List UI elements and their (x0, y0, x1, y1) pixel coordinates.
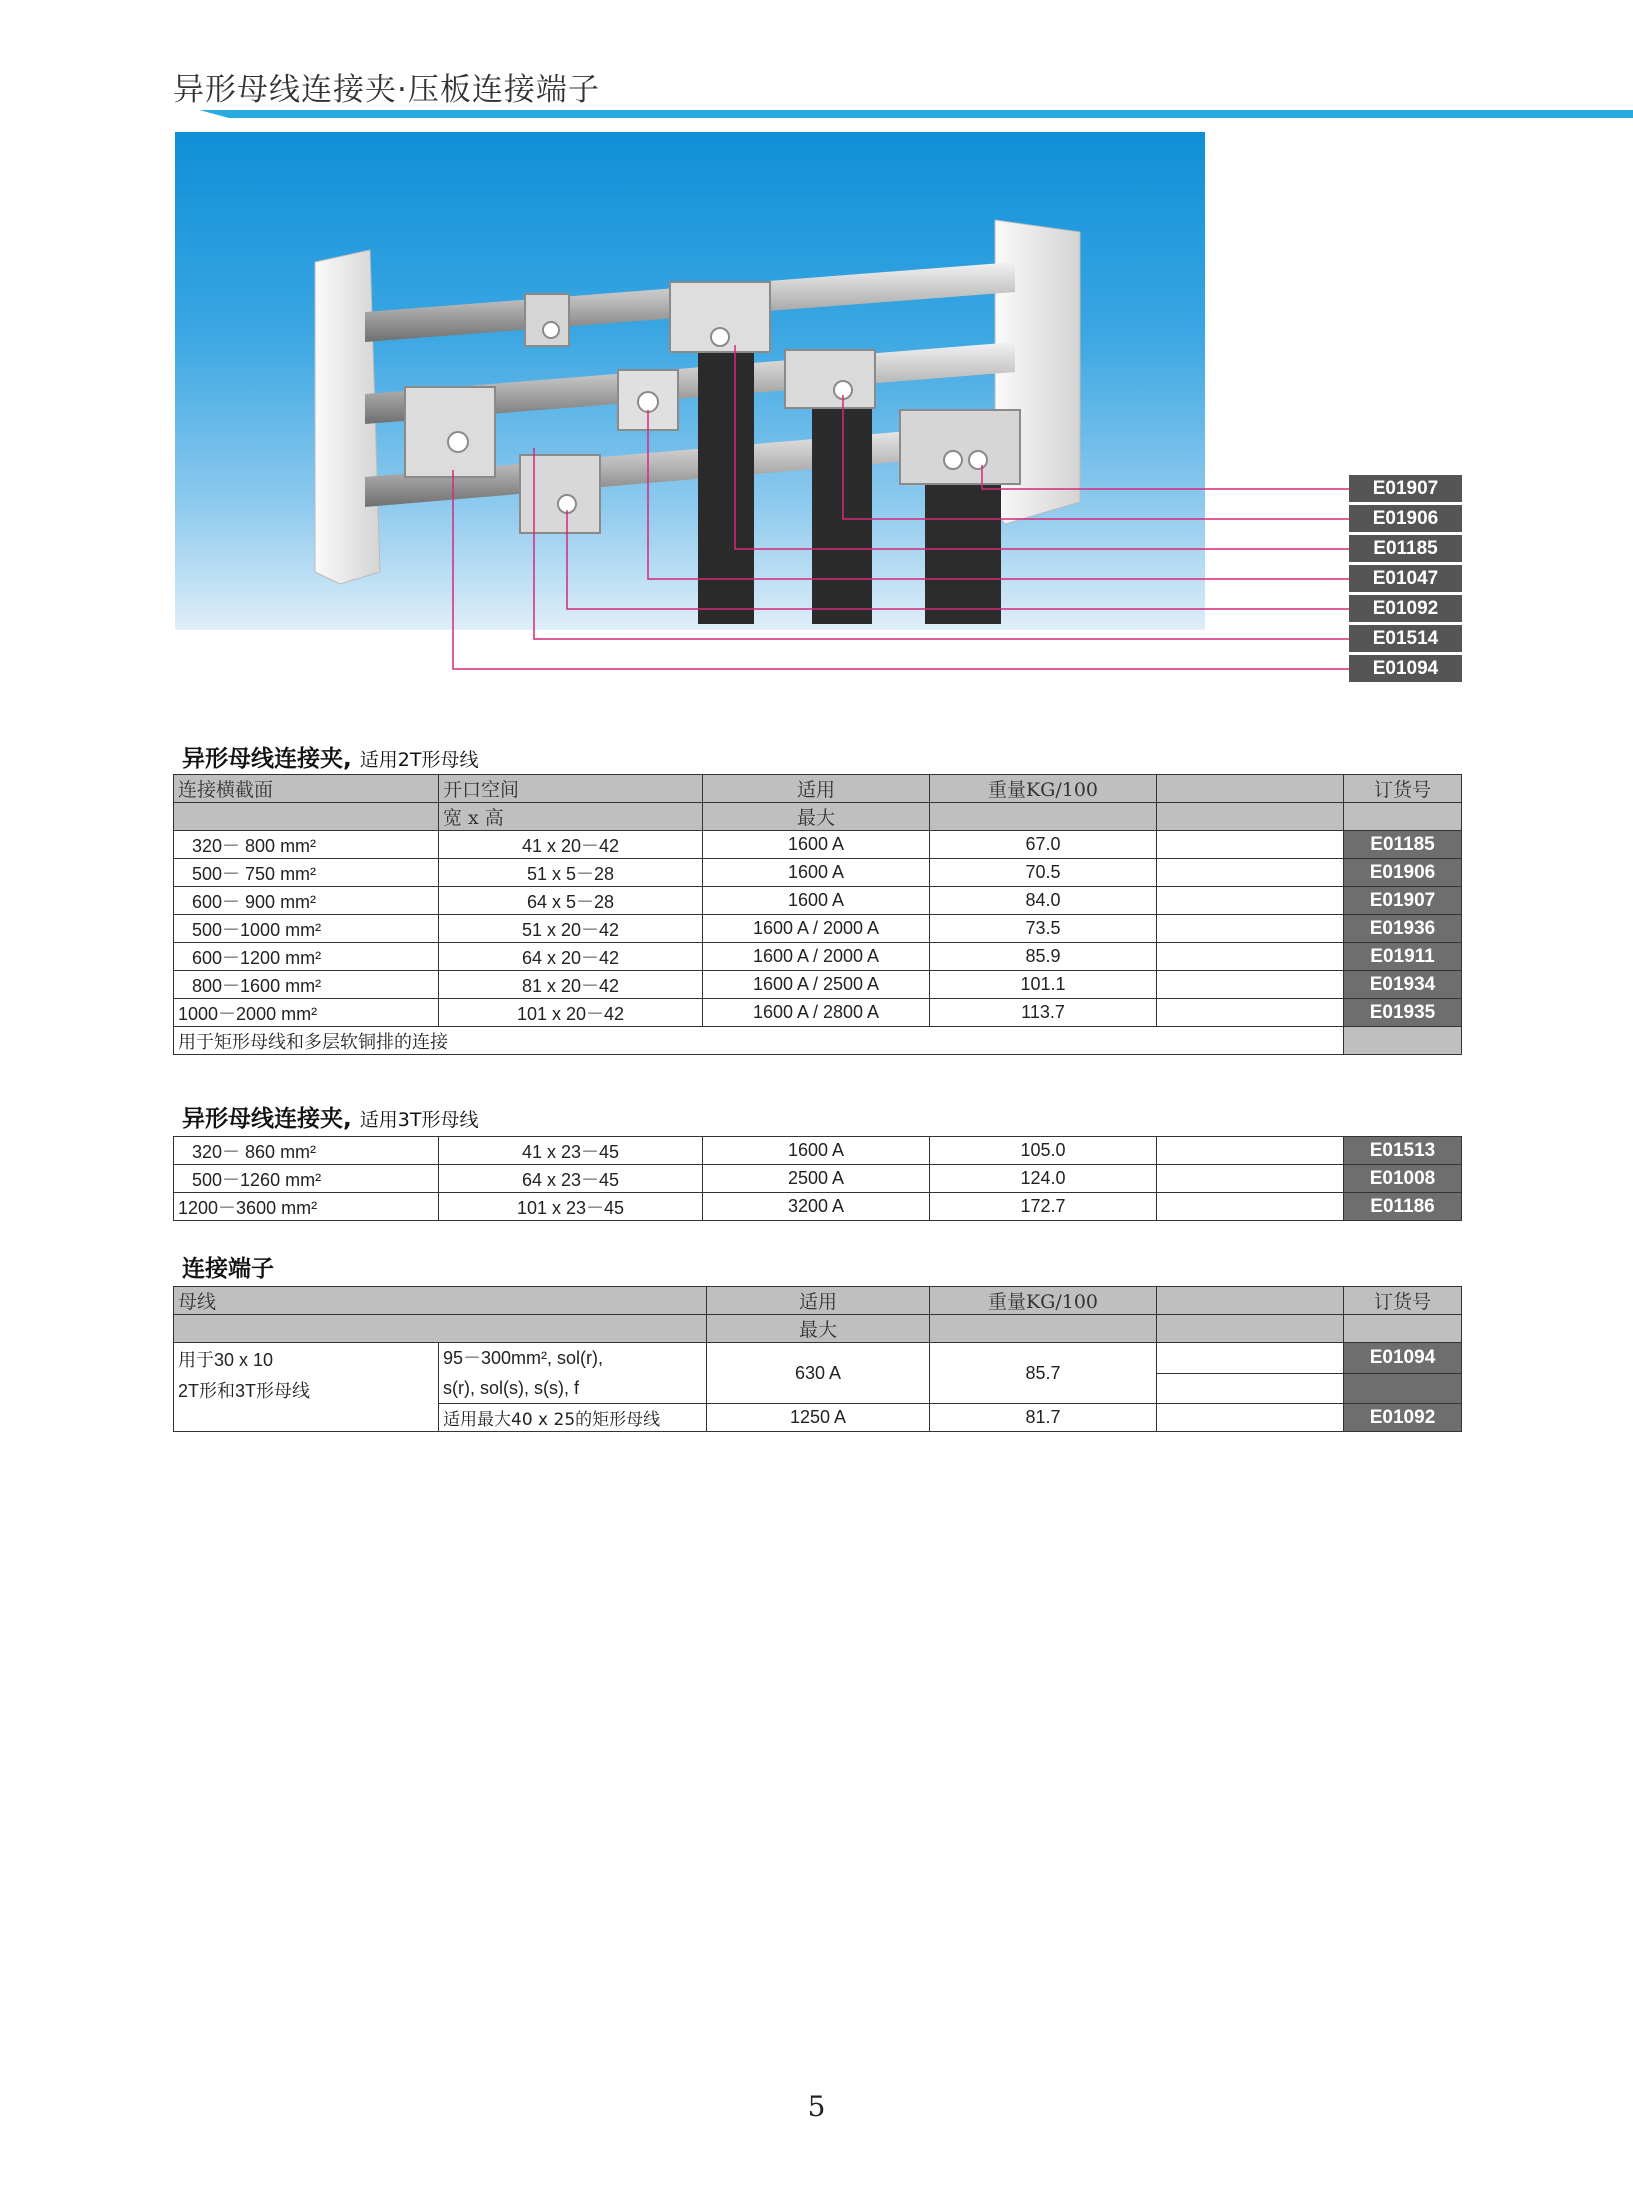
cell-empty (1157, 971, 1344, 999)
cell-cross: 500－1260 mm² (174, 1165, 439, 1193)
cell-weight: 105.0 (930, 1137, 1157, 1165)
table-header-row (174, 775, 1462, 803)
subheader-empty (1157, 803, 1344, 831)
table-row (174, 1343, 1462, 1374)
section2-title (182, 1100, 478, 1133)
subheader-applicable: 最大 (707, 1315, 930, 1343)
cell-order-code: E01936 (1344, 915, 1462, 943)
cell-empty (1157, 1165, 1344, 1193)
section1-title (182, 740, 478, 773)
cell-order-code: E01906 (1344, 859, 1462, 887)
section1-subtitle: 适用2T形母线 (359, 749, 479, 771)
section2-subtitle: 适用3T形母线 (359, 1109, 479, 1131)
table-note: 用于矩形母线和多层软铜排的连接 (174, 1027, 1344, 1055)
cell-busbar (174, 1343, 439, 1432)
cell-spec (439, 1343, 707, 1404)
cell-cross: 1200－3600 mm² (174, 1193, 439, 1221)
busbar-line2: 2T形和3T形母线 (178, 1381, 311, 1401)
header-order: 订货号 (1344, 775, 1462, 803)
cell-empty (1157, 1193, 1344, 1221)
cell-weight: 81.7 (930, 1404, 1157, 1432)
cell-weight: 113.7 (930, 999, 1157, 1027)
cell-order-code-empty (1344, 1373, 1462, 1404)
code-label: E01906 (1349, 505, 1462, 532)
table-row (174, 1193, 1462, 1221)
cell-order-code: E01911 (1344, 943, 1462, 971)
cell-current: 630 A (707, 1343, 930, 1404)
table-row (174, 831, 1462, 859)
cell-opening: 101 x 20－42 (439, 999, 703, 1027)
cell-opening: 64 x 23－45 (439, 1165, 703, 1193)
header-weight: 重量KG/100 (930, 1287, 1157, 1315)
header-accent-line (155, 110, 1633, 118)
cell-current: 1600 A (703, 831, 930, 859)
cell-cross: 320－ 860 mm² (174, 1137, 439, 1165)
cell-empty (1157, 915, 1344, 943)
cell-weight: 73.5 (930, 915, 1157, 943)
table-header-row (174, 1287, 1462, 1315)
cell-opening: 51 x 5－28 (439, 859, 703, 887)
busbar-line1: 用于30 x 10 (178, 1350, 274, 1370)
cell-order-code: E01907 (1344, 887, 1462, 915)
code-label: E01514 (1349, 625, 1462, 652)
cell-weight: 84.0 (930, 887, 1157, 915)
header-busbar: 母线 (174, 1287, 707, 1315)
cell-current: 1250 A (707, 1404, 930, 1432)
cell-current: 1600 A / 2000 A (703, 943, 930, 971)
cell-cross: 600－ 900 mm² (174, 887, 439, 915)
subheader-empty (1344, 803, 1462, 831)
cell-empty (1157, 831, 1344, 859)
section1-title-main: 异形母线连接夹, (182, 746, 352, 772)
code-label: E01185 (1349, 535, 1462, 562)
table-row (174, 971, 1462, 999)
cell-empty (1157, 1404, 1344, 1432)
cell-cross: 500－ 750 mm² (174, 859, 439, 887)
subheader-opening: 宽 x 高 (439, 803, 703, 831)
header-empty (1157, 1287, 1344, 1315)
subheader-empty (174, 803, 439, 831)
table-row (174, 1137, 1462, 1165)
table-subheader-row (174, 803, 1462, 831)
spec-line2: s(r), sol(s), s(s), f (443, 1378, 579, 1398)
subheader-empty (930, 803, 1157, 831)
table-row (174, 943, 1462, 971)
cell-cross: 320－ 800 mm² (174, 831, 439, 859)
cell-current: 1600 A (703, 859, 930, 887)
section2-title-main: 异形母线连接夹, (182, 1106, 352, 1132)
table-row (174, 1165, 1462, 1193)
cell-order-code: E01008 (1344, 1165, 1462, 1193)
cell-cross: 800－1600 mm² (174, 971, 439, 999)
photo-code-labels (1349, 475, 1462, 685)
cell-cross: 600－1200 mm² (174, 943, 439, 971)
header-weight: 重量KG/100 (930, 775, 1157, 803)
cell-current: 1600 A / 2000 A (703, 915, 930, 943)
busbar-assembly-photo (175, 132, 1205, 630)
subheader-applicable: 最大 (703, 803, 930, 831)
header-order: 订货号 (1344, 1287, 1462, 1315)
cell-opening: 64 x 20－42 (439, 943, 703, 971)
cell-current: 3200 A (703, 1193, 930, 1221)
table-note-row (174, 1027, 1462, 1055)
subheader-empty (1344, 1315, 1462, 1343)
cell-empty (1157, 887, 1344, 915)
spec-line1: 95－300mm², sol(r), (443, 1348, 604, 1368)
cell-weight: 70.5 (930, 859, 1157, 887)
cell-empty (1157, 1373, 1344, 1404)
cell-weight: 85.7 (930, 1343, 1157, 1404)
cell-empty (1344, 1027, 1462, 1055)
cell-opening: 64 x 5－28 (439, 887, 703, 915)
cell-cross: 500－1000 mm² (174, 915, 439, 943)
header-applicable: 适用 (703, 775, 930, 803)
cell-order-code: E01185 (1344, 831, 1462, 859)
table-subheader-row (174, 1315, 1462, 1343)
cell-weight: 85.9 (930, 943, 1157, 971)
subheader-empty (930, 1315, 1157, 1343)
cell-spec: 适用最大40 x 25的矩形母线 (439, 1404, 707, 1432)
table-row (174, 859, 1462, 887)
cell-empty (1157, 1137, 1344, 1165)
cell-current: 2500 A (703, 1165, 930, 1193)
header-opening: 开口空间 (439, 775, 703, 803)
cell-order-code: E01094 (1344, 1343, 1462, 1374)
cell-weight: 124.0 (930, 1165, 1157, 1193)
header-empty (1157, 775, 1344, 803)
table-row (174, 915, 1462, 943)
cell-empty (1157, 999, 1344, 1027)
cell-weight: 67.0 (930, 831, 1157, 859)
cell-weight: 101.1 (930, 971, 1157, 999)
header-applicable: 适用 (707, 1287, 930, 1315)
cell-weight: 172.7 (930, 1193, 1157, 1221)
cell-opening: 51 x 20－42 (439, 915, 703, 943)
table-terminals (173, 1286, 1462, 1432)
header-cross: 连接横截面 (174, 775, 439, 803)
page-number: 5 (807, 2090, 826, 2123)
table-row (174, 999, 1462, 1027)
section3-title: 连接端子 (182, 1256, 274, 1282)
code-label: E01907 (1349, 475, 1462, 502)
table-row (174, 887, 1462, 915)
page-header-title: 异形母线连接夹·压板连接端子 (173, 72, 600, 108)
cell-empty (1157, 859, 1344, 887)
code-label: E01092 (1349, 595, 1462, 622)
code-label: E01094 (1349, 655, 1462, 682)
cell-opening: 101 x 23－45 (439, 1193, 703, 1221)
subheader-empty (1157, 1315, 1344, 1343)
cell-opening: 41 x 23－45 (439, 1137, 703, 1165)
code-label: E01047 (1349, 565, 1462, 592)
cell-order-code: E01092 (1344, 1404, 1462, 1432)
cell-opening: 41 x 20－42 (439, 831, 703, 859)
cell-order-code: E01935 (1344, 999, 1462, 1027)
cell-empty (1157, 943, 1344, 971)
subheader-empty (174, 1315, 707, 1343)
cell-cross: 1000－2000 mm² (174, 999, 439, 1027)
cell-order-code: E01186 (1344, 1193, 1462, 1221)
table-2t-clamps (173, 774, 1462, 1055)
cell-order-code: E01934 (1344, 971, 1462, 999)
cell-empty (1157, 1343, 1344, 1374)
cell-current: 1600 A / 2500 A (703, 971, 930, 999)
cell-current: 1600 A (703, 887, 930, 915)
cell-order-code: E01513 (1344, 1137, 1462, 1165)
table-3t-clamps (173, 1136, 1462, 1221)
cell-opening: 81 x 20－42 (439, 971, 703, 999)
cell-current: 1600 A (703, 1137, 930, 1165)
cell-current: 1600 A / 2800 A (703, 999, 930, 1027)
